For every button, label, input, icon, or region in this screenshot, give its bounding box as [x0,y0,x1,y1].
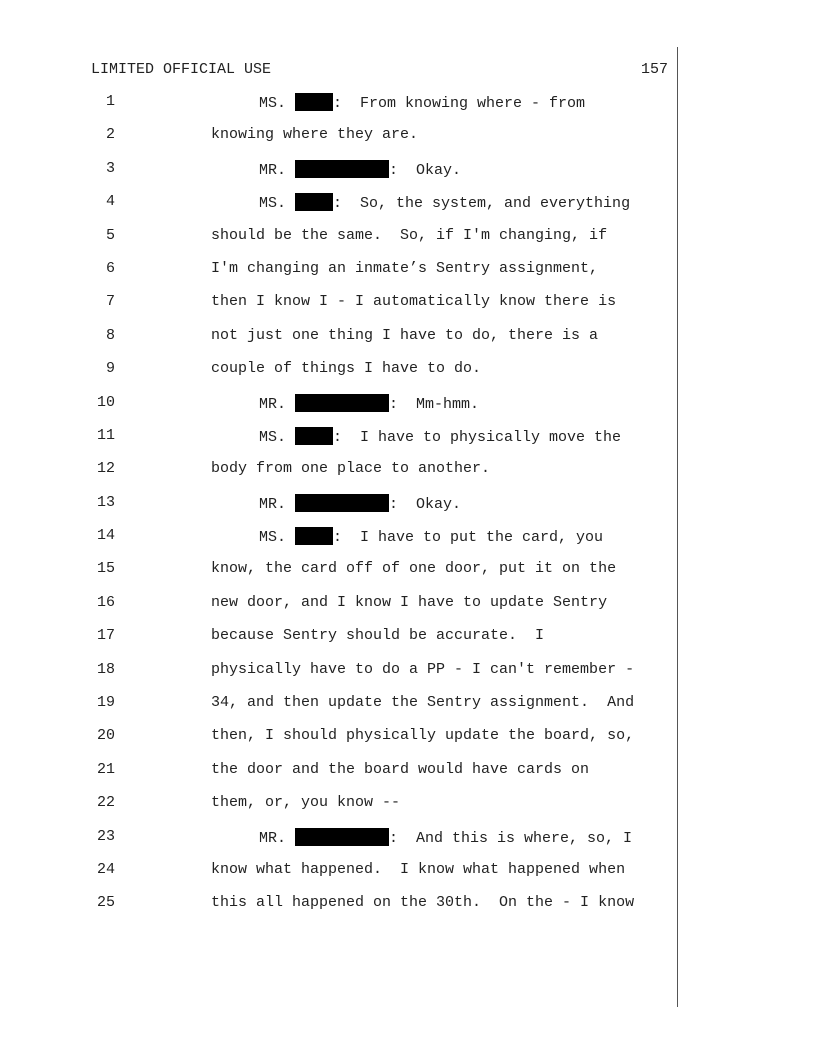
page-header [91,61,668,81]
speaker-line-text [259,427,621,446]
line-text [211,560,616,577]
spoken-text: them, or, you know -- [211,794,401,812]
spoken-text: couple of things I have to do. [211,360,482,378]
transcript-line [0,427,816,460]
line-number: 15 [96,560,115,578]
transcript-line [0,460,816,493]
redaction-block [295,193,333,211]
speaker-line-text [259,193,630,212]
line-number: 19 [96,694,115,712]
spoken-text: the door and the board would have cards on [211,760,590,778]
transcript-line [0,360,816,393]
transcript-line [0,93,816,126]
line-text [211,661,634,678]
transcript-line [0,560,816,593]
line-text [211,594,607,611]
spoken-text: know what happened. I know what happened when [211,860,626,878]
transcript-line [0,694,816,727]
transcript-line [0,394,816,427]
spoken-text: because Sentry should be accurate. I [211,627,545,645]
spoken-text: : So, the system, and everything [333,195,631,213]
line-number: 22 [96,794,115,812]
line-number: 25 [96,894,115,912]
spoken-text: new door, and I know I have to update Sentry [211,593,608,611]
speaker-title: MR. [259,495,296,513]
speaker-title: MR. [259,829,296,847]
classification-label: LIMITED OFFICIAL USE [91,61,272,78]
speaker-line-text [259,394,479,413]
speaker-title: MR. [259,161,296,179]
line-number: 11 [96,426,115,444]
line-number: 12 [96,460,115,478]
line-text [211,260,598,277]
speaker-title: MS. [259,529,296,547]
speaker-title: MS. [259,95,296,112]
speaker-line-text [259,828,632,847]
line-number: 3 [105,159,115,177]
speaker-title: MS. [259,428,296,446]
transcript-line [0,527,816,560]
redaction-block [295,527,333,545]
transcript-line [0,828,816,861]
spoken-text: body from one place to another. [211,460,491,478]
line-number: 21 [96,760,115,778]
line-number: 6 [105,259,115,277]
transcript-line [0,627,816,660]
line-number: 13 [96,493,115,511]
spoken-text: : Okay. [389,161,462,179]
spoken-text: : And this is where, so, I [389,829,633,847]
spoken-text: : Mm-hmm. [389,395,480,413]
spoken-text: this all happened on the 30th. On the - I know [211,894,635,912]
line-text [211,861,625,878]
spoken-text: know, the card off of one door, put it on the [211,560,617,578]
speaker-title: MS. [259,195,296,213]
line-number: 4 [105,193,115,211]
speaker-title: MR. [259,395,296,413]
transcript-line [0,894,816,927]
transcript-line [0,227,816,260]
line-text [211,227,607,244]
spoken-text: : I have to physically move the [333,428,622,446]
line-text [211,327,598,344]
transcript-line [0,661,816,694]
line-text [211,360,481,377]
line-number: 5 [105,226,115,244]
redaction-block [295,160,389,178]
line-text [211,894,634,911]
spoken-text: not just one thing I have to do, there is a [211,326,599,344]
line-number: 9 [105,360,115,378]
transcript-line [0,160,816,193]
transcript-body [0,93,816,928]
line-text [211,293,616,310]
line-number: 16 [96,593,115,611]
redaction-block [295,394,389,412]
line-text [211,627,544,644]
transcript-line [0,293,816,326]
line-number: 24 [96,860,115,878]
line-number: 10 [96,393,115,411]
page-number: 157 [640,61,668,78]
transcript-line [0,761,816,794]
line-number: 1 [105,93,115,110]
line-text [211,727,634,744]
transcript-line [0,193,816,226]
speaker-line-text [259,494,461,513]
spoken-text: then, I should physically update the board, so, [211,727,635,745]
spoken-text: : Okay. [389,495,462,513]
line-number: 14 [96,527,115,545]
line-text [211,694,634,711]
transcript-line [0,327,816,360]
line-text [211,460,490,477]
line-number: 17 [96,627,115,645]
transcript-line [0,861,816,894]
line-number: 18 [96,660,115,678]
speaker-line-text [259,527,603,546]
transcript-line [0,494,816,527]
redaction-block [295,494,389,512]
speaker-line-text [259,93,585,112]
transcript-line [0,126,816,159]
line-number: 7 [105,293,115,311]
spoken-text: : I have to put the card, you [333,529,604,547]
line-text [211,794,400,811]
line-text [211,761,589,778]
spoken-text: then I know I - I automatically know there is [211,293,617,311]
line-number: 20 [96,727,115,745]
spoken-text: : From knowing where - from [333,95,586,112]
spoken-text: 34, and then update the Sentry assignment. And [211,694,635,712]
redaction-block [295,93,333,111]
transcript-line [0,260,816,293]
redaction-block [295,427,333,445]
transcript-line [0,727,816,760]
transcript-line [0,794,816,827]
spoken-text: should be the same. So, if I'm changing, if [211,226,608,244]
redaction-block [295,828,389,846]
line-number: 2 [105,126,115,144]
line-text [211,126,418,143]
line-number: 8 [105,326,115,344]
line-number: 23 [96,827,115,845]
spoken-text: physically have to do a PP - I can't remember - [211,660,635,678]
spoken-text: I'm changing an inmate’s Sentry assignment, [211,259,599,277]
speaker-line-text [259,160,461,179]
spoken-text: knowing where they are. [211,126,419,144]
transcript-line [0,594,816,627]
